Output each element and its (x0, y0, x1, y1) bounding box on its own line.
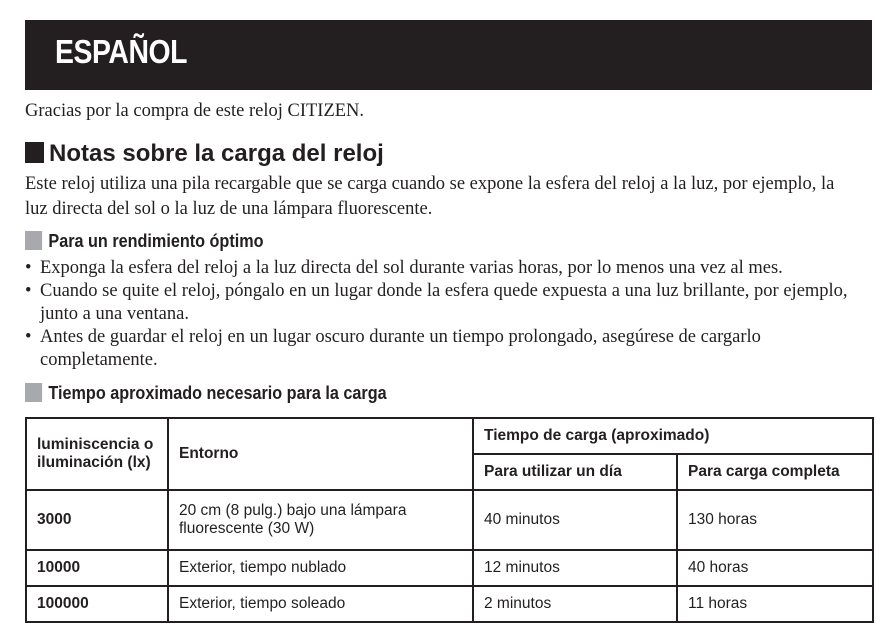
language-banner (25, 20, 872, 90)
performance-list (25, 257, 860, 372)
section-title: Notas sobre la carga del reloj (49, 140, 384, 167)
cell-full-charge: 130 horas (677, 490, 873, 550)
cell-full-charge: 11 horas (677, 586, 873, 622)
bullet-icon: • (25, 327, 32, 347)
table-row (26, 550, 873, 586)
charging-heading (25, 383, 387, 404)
header-one-day: Para utilizar un día (473, 454, 677, 490)
cell-lux: 3000 (26, 490, 168, 550)
cell-lux: 100000 (26, 586, 168, 622)
table-row (26, 490, 873, 550)
header-environment: Entorno (168, 418, 473, 490)
table-row (26, 586, 873, 622)
charging-title: Tiempo aproximado necesario para la carga (48, 383, 387, 403)
cell-environment: 20 cm (8 pulg.) bajo una lámpara fluorescente (30 W) (168, 490, 473, 550)
performance-heading (25, 231, 264, 252)
performance-title: Para un rendimiento óptimo (48, 231, 264, 251)
cell-one-day: 12 minutos (473, 550, 677, 586)
bullet-icon: • (25, 281, 32, 301)
cell-environment: Exterior, tiempo soleado (168, 586, 473, 622)
cell-lux: 10000 (26, 550, 168, 586)
charging-time-table (25, 417, 874, 623)
header-full-charge: Para carga completa (677, 454, 873, 490)
list-item: • Cuando se quite el reloj, póngalo en un lugar donde la esfera quede expuesta a una luz brillante, por ejemplo, junto a una ventana. (25, 281, 848, 324)
cell-full-charge: 40 horas (677, 550, 873, 586)
subheading-square-icon (25, 231, 42, 250)
section-paragraph: Este reloj utiliza una pila recargable que se carga cuando se expone la esfera del reloj a la luz, por ejemplo, la luz directa del sol o la luz de una lámpara fluorescente. (25, 174, 835, 219)
cell-one-day: 40 minutos (473, 490, 677, 550)
list-item: • Antes de guardar el reloj en un lugar oscuro durante un tiempo prolongado, asegúrese de cargarlo completamente. (25, 327, 761, 370)
cell-one-day: 2 minutos (473, 586, 677, 622)
heading-square-icon (25, 142, 44, 163)
language-title: ESPAÑOL (55, 33, 188, 70)
cell-environment: Exterior, tiempo nublado (168, 550, 473, 586)
header-charge-time: Tiempo de carga (aproximado) (473, 418, 873, 454)
bullet-icon: • (25, 258, 32, 278)
intro-text: Gracias por la compra de este reloj CITIZEN. (25, 101, 365, 121)
section-heading (25, 140, 384, 170)
header-lux: luminiscencia o iluminación (lx) (26, 418, 168, 490)
table-header-row (26, 418, 873, 454)
subheading-square-icon (25, 383, 42, 402)
list-item: • Exponga la esfera del reloj a la luz directa del sol durante varias horas, por lo menos una vez al mes. (25, 258, 783, 278)
